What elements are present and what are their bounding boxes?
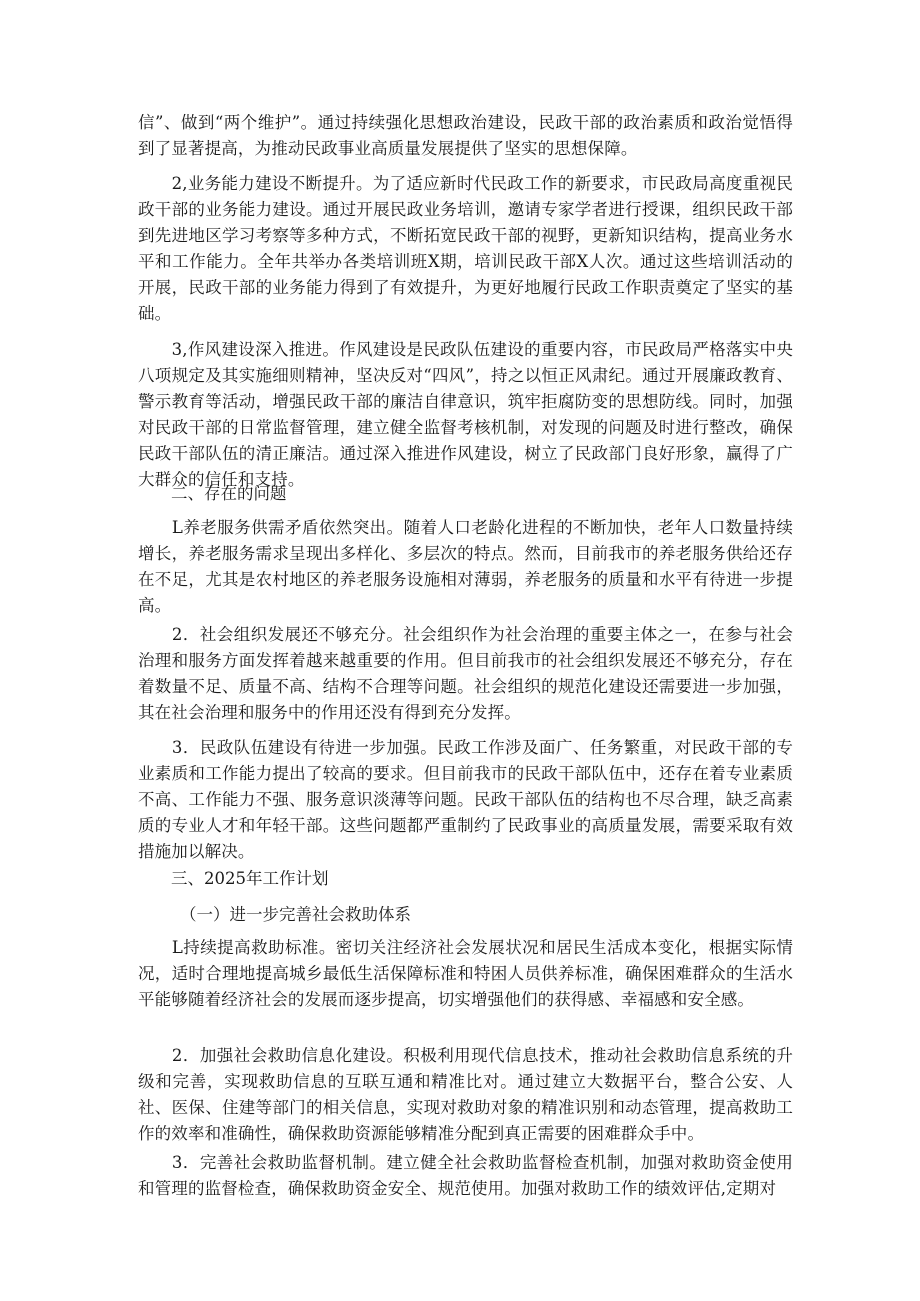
subsection-heading-social-assistance: （一）进一步完善社会救助体系 bbox=[180, 905, 411, 924]
paragraph-supervision-mechanism: 3．完善社会救助监督机制。建立健全社会救助监督检查机制，加强对救助资金使用和管理的监督检查，确保救助资金安全、规范使用。加强对救助工作的绩效评估,定期对 bbox=[138, 1153, 793, 1198]
section-heading-plan-2025: 三、2025年工作计划 bbox=[171, 869, 329, 888]
paragraph-work-style: 3,作风建设深入推进。作风建设是民政队伍建设的重要内容，市民政局严格落实中央八项规定及其实施细则精神，坚决反对“四风”，持之以恒正风肃纪。通过开展廉政教育、警示教育等活动，增强民政干部的廉洁自律意识，筑牢拒腐防变的思想防线。同时，加强对民政干部的日常监督管理，建立健全监督考核机制，对发现的问题及时进行整改，确保民政干部队伍的清正廉洁。通过深入推进作风建设，树立了民政部门良好形象，赢得了广大群众的信任和支持。 bbox=[138, 340, 793, 489]
paragraph-business-ability: 2,业务能力建设不断提升。为了适应新时代民政工作的新要求，市民政局高度重视民政干部的业务能力建设。通过开展民政业务培训，邀请专家学者进行授课，组织民政干部到先进地区学习考察等多种方式，不断拓宽民政干部的视野，更新知识结构，提高业务水平和工作能力。全年共举办各类培训班X期，培训民政干部X人次。通过这些培训活动的开展，民政干部的业务能力得到了有效提升，为更好地履行民政工作职责奠定了坚实的基础。 bbox=[138, 174, 793, 323]
paragraph-political-conclusion: 信”、做到“两个维护”。通过持续强化思想政治建设，民政干部的政治素质和政治觉悟得到了显著提高，为推动民政事业高质量发展提供了坚实的思想保障。 bbox=[138, 113, 793, 158]
paragraph-team-building: 3．民政队伍建设有待进一步加强。民政工作涉及面广、任务繁重，对民政干部的专业素质和工作能力提出了较高的要求。但目前我市的民政干部队伍中，还存在着专业素质不高、工作能力不强、服务意识淡薄等问题。民政干部队伍的结构也不尽合理，缺乏高素质的专业人才和年轻干部。这些问题都严重制约了民政事业的高质量发展，需要采取有效措施加以解决。 bbox=[138, 738, 793, 861]
section-heading-problems: 二、存在的问题 bbox=[171, 484, 287, 503]
paragraph-raise-standards: L持续提高救助标准。密切关注经济社会发展状况和居民生活成本变化，根据实际情况，适时合理地提高城乡最低生活保障标准和特困人员供养标准，确保困难群众的生活水平能够随着经济社会的发展而逐步提高，切实增强他们的获得感、幸福感和安全感。 bbox=[138, 938, 793, 1009]
paragraph-informatization: 2．加强社会救助信息化建设。积极利用现代信息技术，推动社会救助信息系统的升级和完善，实现救助信息的互联互通和精准比对。通过建立大数据平台，整合公安、人社、医保、住建等部门的相关信息，实现对救助对象的精准识别和动态管理，提高救助工作的效率和准确性，确保救助资源能够精准分配到真正需要的困难群众手中。 bbox=[138, 1046, 793, 1143]
paragraph-elderly-care: L养老服务供需矛盾依然突出。随着人口老龄化进程的不断加快，老年人口数量持续增长，养老服务需求呈现出多样化、多层次的特点。然而，目前我市的养老服务供给还存在不足，尤其是农村地区的养老服务设施相对薄弱，养老服务的质量和水平有待进一步提高。 bbox=[138, 518, 793, 615]
paragraph-social-organizations: 2．社会组织发展还不够充分。社会组织作为社会治理的重要主体之一，在参与社会治理和服务方面发挥着越来越重要的作用。但目前我市的社会组织发展还不够充分，存在着数量不足、质量不高、结构不合理等问题。社会组织的规范化建设还需要进一步加强，其在社会治理和服务中的作用还没有得到充分发挥。 bbox=[138, 625, 793, 722]
